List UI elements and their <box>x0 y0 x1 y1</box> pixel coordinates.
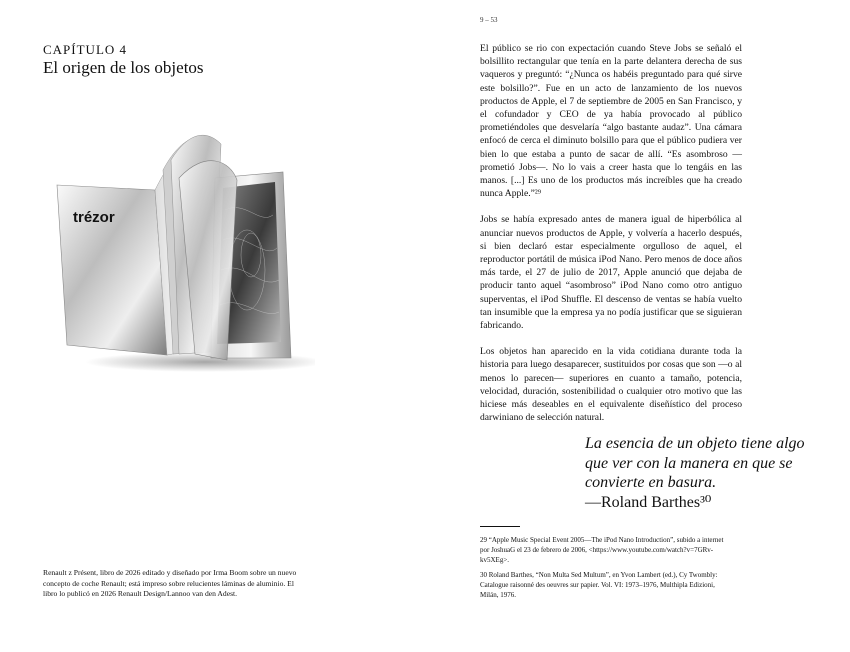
figure-caption: Renault z Présent, libro de 2026 editado y diseñado por Irma Boom sobre un nuevo concepto de coche Renault; está impreso sobre relucientes láminas de aluminio. El libro lo publicó en 2026 Renault Design/Lannoo van den Adest. <box>43 568 297 598</box>
quote-attribution: —Roland Barthes³⁰ <box>585 493 712 511</box>
trezor-logo: trézor <box>73 209 115 226</box>
footnote: 30 Roland Barthes, “Non Multa Sed Multum”, en Yvon Lambert (ed.), Cy Twombly: Catalogue raisonné des oeuvres sur papier. Vol. VI: 1973–1976, Multhipla Edizioni, Milán, 1976. <box>480 571 718 599</box>
chapter-label: CAPÍTULO 4 <box>43 42 128 57</box>
footnote-divider <box>480 526 520 527</box>
open-book-illustration <box>55 130 315 380</box>
book-photo <box>55 130 315 380</box>
body-text <box>480 42 742 437</box>
footnote: 29 “Apple Music Special Event 2005—The iPod Nano Introduction”, subido a internet por JoshuaG el 23 de febrero de 2006, <https://www.youtube.com/watch?v=7GRv-kv5XEg>. <box>480 536 724 564</box>
paragraph: El público se rio con expectación cuando Steve Jobs se señaló el bolsillito rectangular que tenía en la parte delantera derecha de sus vaqueros y preguntó: “¿Nunca os habéis preguntado para qué sirve este bolsillo?”. Fue en un acto de lanzamiento de los nuevos productos de Apple, el 7 de septiembre de 2005 en San Francisco, y el cofundador y CEO de ya había provocado al público prometiéndoles que desvelaría “algo bastante audaz”. Una cámara enfocó de cerca el diminuto bolsillo para que el público pudiera ver bien lo que estaba a punto de sacar de allí. “Es asombroso —prometió Jobs—. No lo vais a creer hasta que lo tengáis en las manos. [...] Es uno de los productos más increíbles que ha creado nunca Apple.”²⁹ <box>480 43 742 200</box>
paragraph: Los objetos han aparecido en la vida cotidiana durante toda la historia para luego desaparecer, sustituidos por cosas que son —o al menos lo parecen— superiores en cuanto a tamaño, potencia, velocidad, duración, sostenibilidad o cualquier otro motivo que las hiciese más deseables en el equivalente diseñístico del proceso darwiniano de selección natural. <box>480 346 742 424</box>
quote-text: La esencia de un objeto tiene algo que ver con la manera en que se convierte en basura. <box>585 435 805 491</box>
page-folio: 9 – 53 <box>480 16 498 24</box>
pull-quote <box>585 434 825 512</box>
right-page <box>425 0 850 652</box>
paragraph: Jobs se había expresado antes de manera igual de hiperbólica al anunciar nuevos productos de Apple, y volvería a hacerlo después, si bien declaró estar especialmente orgulloso de aquel, el reproductor portátil de música iPod Nano. Pero menos de doce años más tarde, el 27 de julio de 2017, Apple anunció que dejaba de producir tanto aquel “asombroso” iPod Nano como otro antiguo superventas, el iPod Shuffle. El descenso de ventas se había vuelto tan insumible que la empresa ya no podía justificar que se siguieran fabricando. <box>480 214 742 332</box>
chapter-title: El origen de los objetos <box>43 58 204 77</box>
footnotes <box>480 535 725 605</box>
